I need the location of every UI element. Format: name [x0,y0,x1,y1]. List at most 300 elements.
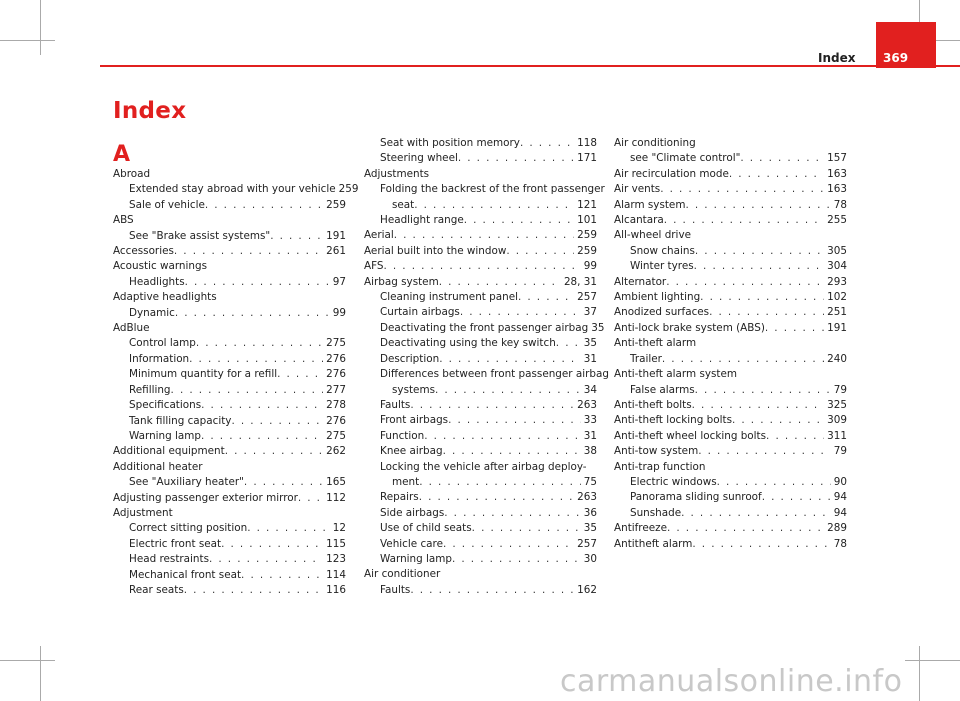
index-entry [614,398,847,413]
entry-text: AFS [364,260,384,273]
leader-dots [556,336,581,351]
page-ref: 259 [577,229,597,242]
crop-mark [40,0,41,55]
entry-text: Additional equipment [113,445,225,458]
page-ref: 97 [332,275,346,288]
leader-dots [694,259,825,274]
index-entry [113,491,346,506]
index-entry [364,552,597,567]
page-ref: 33 [583,414,597,427]
page-ref: 157 [827,152,847,165]
leader-dots [201,429,323,444]
running-header: Index [818,51,856,65]
page-ref: 293 [827,275,847,288]
index-entry [113,429,346,444]
index-letter: A [113,142,131,167]
entry-text: Panorama sliding sunroof [630,491,762,504]
entry-text: systems [392,383,435,396]
entry-text: See "Auxiliary heater" [129,476,244,489]
leader-dots [244,475,323,490]
leader-dots [664,213,824,228]
leader-dots [740,151,824,166]
index-heading: Anti-theft alarm [614,337,697,350]
page-ref: 262 [326,445,346,458]
entry-text: Electric front seat [129,537,222,550]
leader-dots [762,490,831,505]
index-entry [364,352,597,367]
leader-dots [247,521,330,536]
leader-dots [458,151,574,166]
leader-dots [443,444,581,459]
index-entry [614,151,847,166]
leader-dots [729,167,824,182]
leader-dots [695,383,831,398]
page-ref: 78 [833,537,847,550]
page-ref: 251 [827,306,847,319]
page-ref: 278 [326,399,346,412]
leader-dots [464,213,574,228]
leader-dots [189,352,323,367]
entry-text: Refilling [129,383,171,396]
entry-text: Headlight range [380,214,464,227]
entry-text: Antitheft alarm [614,537,693,550]
page-title: Index [113,98,187,124]
leader-dots [394,228,574,243]
entry-text: Function [380,429,425,442]
index-heading: Adjustments [364,167,430,180]
entry-text: Vehicle care [380,537,443,550]
entry-text: Information [129,352,190,365]
entry-text: Winter tyres [630,260,694,273]
entry-text: Deactivating the front passenger airbag [380,321,589,334]
index-entry [364,429,597,444]
index-heading: Anti-trap function [614,460,706,473]
index-heading: Additional heater [113,460,203,473]
index-entry [614,475,847,490]
page-ref: 94 [833,491,847,504]
page-ref: 275 [326,337,346,350]
page-ref: 30 [583,552,597,565]
index-subentry: Differences between front passenger airbag [380,368,609,381]
entry-text: False alarms [630,383,695,396]
index-heading: Acoustic warnings [113,260,207,273]
leader-dots [410,398,574,413]
leader-dots [681,506,831,521]
index-entry [364,383,597,398]
page-ref: 35 [583,522,597,535]
index-entry [364,213,597,228]
index-entry [614,521,847,536]
page-ref: 289 [827,522,847,535]
entry-text: Use of child seats [380,522,472,535]
index-heading: Adaptive headlights [113,291,217,304]
leader-dots [439,275,561,290]
index-entry [614,275,847,290]
entry-text: Electric windows [630,475,717,488]
entry-text: Headlights [129,275,185,288]
page-ref: 38 [583,445,597,458]
page-ref: 304 [827,260,847,273]
leader-dots [171,383,324,398]
page-ref: 163 [827,167,847,180]
index-entry [364,228,597,243]
leader-dots [695,244,824,259]
index-entry [364,305,597,320]
index-entry [113,306,346,321]
leader-dots [185,275,330,290]
entry-text: Trailer [630,352,662,365]
index-entry [113,414,346,429]
page-ref: 305 [827,244,847,257]
index-entry [364,275,597,290]
page-ref: 165 [326,476,346,489]
leader-dots [460,305,581,320]
entry-text: Aerial built into the window [364,244,507,257]
index-entry [614,506,847,521]
page-ref: 31 [583,429,597,442]
page-ref: 112 [326,491,346,504]
page-ref: 114 [326,568,346,581]
index-heading: AdBlue [113,322,150,335]
index-heading: Anti-theft alarm system [614,368,738,381]
page-ref: 12 [332,522,346,535]
entry-text: Repairs [380,491,419,504]
index-entry [364,537,597,552]
page-ref: 325 [827,398,847,411]
page-ref: 259 [577,244,597,257]
page-ref: 259 [338,183,359,196]
index-entry [614,537,847,552]
index-entry [364,490,597,505]
entry-text: Control lamp [129,337,196,350]
entry-text: Anti-theft locking bolts [614,414,732,427]
index-entry [614,167,847,182]
entry-text: Tank filling capacity [129,414,232,427]
leader-dots [174,244,323,259]
index-entry [113,398,346,413]
leader-dots [277,367,323,382]
entry-text: Head restraints [129,553,209,566]
entry-text: Air recirculation mode [614,167,729,180]
index-column-1 [113,167,359,598]
index-entry [364,151,597,166]
index-entry [364,398,597,413]
crop-mark [919,646,920,701]
index-entry [614,198,847,213]
leader-dots [270,229,323,244]
index-entry [364,521,597,536]
leader-dots [419,475,581,490]
page-ref: 37 [583,306,597,319]
entry-text: Description [380,352,440,365]
page-ref: 162 [577,583,597,596]
page-ref: 263 [577,398,597,411]
page-ref: 36 [583,506,597,519]
leader-dots [666,275,824,290]
entry-text: Steering wheel [380,152,458,165]
entry-text: Snow chains [630,244,695,257]
page-ref: 123 [326,553,346,566]
page-ref: 31 [583,352,597,365]
leader-dots [692,398,825,413]
index-entry [113,229,346,244]
index-entry [614,244,847,259]
index-entry [364,244,597,259]
entry-text: Curtain airbags [380,306,460,319]
page-ref: 75 [583,475,597,488]
leader-dots [698,444,831,459]
index-entry [113,198,346,213]
index-entry [364,413,597,428]
index-entry [614,444,847,459]
leader-dots [439,352,581,367]
index-entry [364,198,597,213]
entry-text: Anodized surfaces [614,306,710,319]
leader-dots [298,491,323,506]
index-entry [113,521,346,536]
leader-dots [685,198,830,213]
index-entry [113,537,346,552]
index-entry [113,475,346,490]
page-ref: 99 [583,260,597,273]
index-entry [614,182,847,197]
index-entry [364,321,605,336]
leader-dots [766,429,824,444]
leader-dots [692,537,830,552]
page-ref: 311 [827,429,847,442]
entry-text: Seat with position memory [380,137,520,149]
index-entry [614,383,847,398]
index-entry [614,429,847,444]
index-entry [364,444,597,459]
entry-text: Aerial [364,229,394,242]
page-ref: 261 [326,245,346,258]
entry-text: See "Brake assist systems" [129,229,271,242]
page-ref: 115 [326,537,346,550]
leader-dots [209,552,323,567]
leader-dots [448,413,581,428]
leader-dots [384,259,581,274]
index-entry [614,305,847,320]
index-heading: ABS [113,214,134,227]
leader-dots [520,136,574,151]
index-subentry: Folding the backrest of the front passenger [380,183,605,196]
index-entry [614,413,847,428]
entry-text: Antifreeze [614,522,667,535]
page-ref: 276 [326,368,346,381]
entry-text: Anti-tow system [614,445,699,458]
index-heading: Abroad [113,168,151,180]
index-entry [364,475,597,490]
page-ref: 171 [577,152,597,165]
crop-mark [905,660,960,661]
entry-text: Specifications [129,399,202,412]
index-heading: Air conditioner [364,568,441,581]
index-entry [614,321,847,336]
leader-dots [444,506,580,521]
index-heading: Air conditioning [614,137,696,149]
page-ref: 28, 31 [563,275,597,288]
leader-dots [662,352,824,367]
leader-dots [221,537,323,552]
entry-text: see "Climate control" [630,152,741,165]
leader-dots [241,568,323,583]
page-ref: 79 [833,383,847,396]
index-entry [614,259,847,274]
index-entry [364,259,597,274]
entry-text: ment [392,475,420,488]
entry-text: Ambient lighting [614,291,701,304]
leader-dots [419,490,574,505]
watermark: carmanualsonline.info [560,664,903,699]
crop-mark [0,40,55,41]
page-ref: 163 [827,183,847,196]
index-entry [113,583,346,598]
header-rule [100,65,960,67]
leader-dots [196,336,323,351]
page-ref: 276 [326,352,346,365]
page-ref: 94 [833,506,847,519]
entry-text: Sunshade [630,506,682,519]
index-heading: Adjustment [113,506,173,519]
leader-dots [709,305,824,320]
index-heading: All-wheel drive [614,229,691,242]
index-subentry: Locking the vehicle after airbag deploy- [380,460,587,473]
entry-text: Extended stay abroad with your vehicle [129,183,336,196]
index-entry [113,552,346,567]
leader-dots [414,198,574,213]
index-entry [614,490,847,505]
entry-text: Correct sitting position [129,522,248,535]
page-ref: 35 [583,337,597,350]
leader-dots [506,244,574,259]
index-entry [113,336,346,351]
page-ref: 191 [326,229,346,242]
index-entry [113,275,346,290]
entry-text: Side airbags [380,506,445,519]
page-ref: 79 [833,445,847,458]
page-ref: 309 [827,414,847,427]
index-entry [113,383,346,398]
index-entry [364,290,597,305]
leader-dots [443,537,574,552]
index-entry [113,568,346,583]
page-ref: 90 [833,475,847,488]
index-entry [113,352,346,367]
index-entry [364,506,597,521]
entry-text: Mechanical front seat [129,568,242,581]
entry-text: Alcantara [614,214,664,227]
page-ref: 240 [827,352,847,365]
entry-text: Anti-lock brake system (ABS) [614,321,765,334]
crop-mark [0,660,55,661]
entry-text: Front airbags [380,414,449,427]
entry-text: Rear seats [129,583,184,596]
leader-dots [452,552,581,567]
entry-text: Alternator [614,275,667,288]
index-column-2 [364,136,609,598]
leader-dots [175,306,330,321]
page-ref: 191 [827,321,847,334]
index-entry [113,182,359,197]
page-ref: 34 [583,383,597,396]
index-entry [364,583,597,598]
index-entry [614,352,847,367]
index-entry [113,444,346,459]
leader-dots [435,383,581,398]
index-entry [364,136,597,151]
page-ref: 277 [326,383,346,396]
leader-dots [424,429,581,444]
leader-dots [205,198,323,213]
index-entry [364,336,597,351]
leader-dots [660,182,824,197]
leader-dots [717,475,831,490]
entry-text: seat [392,198,415,211]
page-ref: 118 [577,137,597,149]
page-number: 369 [883,51,909,65]
page-ref: 257 [577,291,597,304]
entry-text: Faults [380,583,411,596]
page-ref: 116 [326,583,346,596]
leader-dots [410,583,574,598]
leader-dots [201,398,323,413]
entry-text: Faults [380,398,411,411]
leader-dots [700,290,824,305]
entry-text: Warning lamp [129,429,201,442]
page-ref: 259 [326,198,346,211]
page-ref: 121 [577,198,597,211]
entry-text: Airbag system [364,275,439,288]
entry-text: Air vents [614,183,661,196]
page-ref: 275 [326,429,346,442]
index-column-3 [614,136,847,552]
leader-dots [765,321,824,336]
crop-mark [40,646,41,701]
entry-text: Knee airbag [380,445,443,458]
index-entry [113,244,346,259]
leader-dots [225,444,323,459]
page-ref: 257 [577,537,597,550]
index-entry [614,213,847,228]
page-ref: 101 [577,214,597,227]
entry-text: Sale of vehicle [129,198,205,211]
page-ref: 276 [326,414,346,427]
leader-dots [667,521,824,536]
page-ref: 263 [577,491,597,504]
entry-text: Adjusting passenger exterior mirror [113,491,298,504]
entry-text: Dynamic [129,306,175,319]
entry-text: Cleaning instrument panel [380,291,518,304]
leader-dots [732,413,824,428]
entry-text: Anti-theft wheel locking bolts [614,429,767,442]
entry-text: Minimum quantity for a refill [129,368,278,381]
index-entry [113,367,346,382]
leader-dots [518,290,574,305]
entry-text: Deactivating using the key switch [380,337,556,350]
leader-dots [184,583,323,598]
leader-dots [472,521,581,536]
entry-text: Anti-theft bolts [614,398,692,411]
page-ref: 78 [833,198,847,211]
entry-text: Warning lamp [380,552,452,565]
page-ref: 99 [332,306,346,319]
index-entry [614,290,847,305]
page-ref: 255 [827,214,847,227]
page-ref: 102 [827,291,847,304]
entry-text: Alarm system [614,198,686,211]
leader-dots [231,414,323,429]
